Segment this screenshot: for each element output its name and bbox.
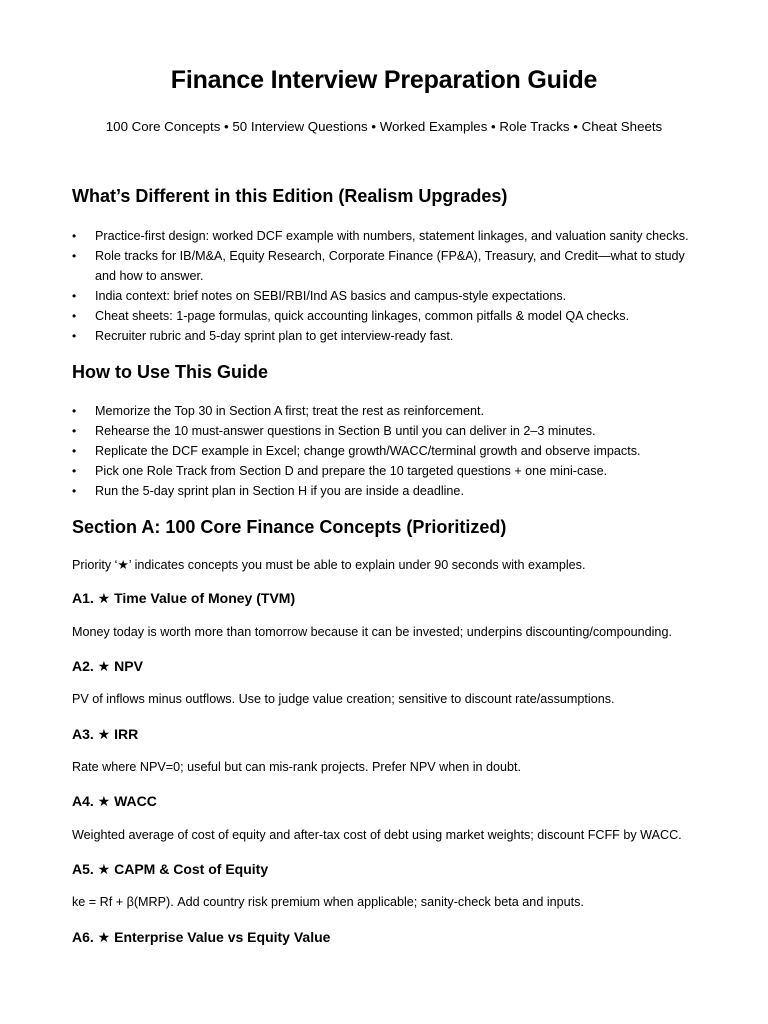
concept-title: A4. ★ WACC: [72, 793, 157, 809]
list-item: • India context: brief notes on SEBI/RBI/Ind AS basics and campus-style expectations.: [72, 286, 702, 306]
list-item: • Memorize the Top 30 in Section A first; treat the rest as reinforcement.: [72, 401, 702, 421]
heading-section-a: Section A: 100 Core Finance Concepts (Prioritized): [72, 517, 507, 537]
concept-body: Rate where NPV=0; useful but can mis-rank projects. Prefer NPV when in doubt.: [72, 760, 522, 774]
bullet-icon: •: [72, 424, 77, 438]
bullet-icon: •: [72, 329, 77, 343]
bullet-icon: •: [72, 249, 77, 263]
list-item: • Cheat sheets: 1-page formulas, quick accounting linkages, common pitfalls & model QA checks.: [72, 306, 702, 326]
concept-body: Money today is worth more than tomorrow because it can be invested; underpins discounting/compounding.: [72, 625, 672, 639]
bullet-icon: •: [72, 229, 77, 243]
heading-whats-different: What’s Different in this Edition (Realism Upgrades): [72, 186, 508, 206]
concept-body: PV of inflows minus outflows. Use to judge value creation; sensitive to discount rate/assumptions.: [72, 692, 615, 706]
bullet-icon: •: [72, 309, 77, 323]
concept-title: A5. ★ CAPM & Cost of Equity: [72, 861, 269, 877]
bullet-icon: •: [72, 444, 77, 458]
list-item: • Run the 5-day sprint plan in Section H if you are inside a deadline.: [72, 481, 702, 501]
list-whats-different: [72, 226, 702, 346]
concept-title: A1. ★ Time Value of Money (TVM): [72, 590, 296, 606]
section-a-intro: Priority ‘★’ indicates concepts you must be able to explain under 90 seconds with examples.: [72, 558, 586, 572]
concept-title: A6. ★ Enterprise Value vs Equity Value: [72, 929, 331, 945]
concept-body: Weighted average of cost of equity and after-tax cost of debt using market weights; discount FCFF by WACC.: [72, 828, 682, 842]
list-item: • Rehearse the 10 must-answer questions in Section B until you can deliver in 2–3 minutes.: [72, 421, 702, 441]
concept-title: A2. ★ NPV: [72, 658, 143, 674]
list-item: • Recruiter rubric and 5-day sprint plan to get interview-ready fast.: [72, 326, 702, 346]
bullet-icon: •: [72, 484, 77, 498]
heading-how-to-use: How to Use This Guide: [72, 362, 269, 382]
list-item: • Pick one Role Track from Section D and prepare the 10 targeted questions + one mini-case.: [72, 461, 702, 481]
concept-title: A3. ★ IRR: [72, 726, 139, 742]
list-item: • Practice-first design: worked DCF example with numbers, statement linkages, and valuation sanity checks.: [72, 226, 702, 246]
list-item: • Role tracks for IB/M&A, Equity Research, Corporate Finance (FP&A), Treasury, and Credit—what to study and how to answer.: [72, 246, 702, 286]
document-title: Finance Interview Preparation Guide: [170, 66, 598, 94]
bullet-icon: •: [72, 404, 77, 418]
bullet-icon: •: [72, 289, 77, 303]
document-subtitle: 100 Core Concepts • 50 Interview Questions • Worked Examples • Role Tracks • Cheat Sheets: [105, 119, 663, 134]
list-item: • Replicate the DCF example in Excel; change growth/WACC/terminal growth and observe impacts.: [72, 441, 702, 461]
concept-body: ke = Rf + β(MRP). Add country risk premium when applicable; sanity-check beta and inputs.: [72, 895, 584, 909]
bullet-icon: •: [72, 464, 77, 478]
list-how-to-use: [72, 401, 702, 501]
